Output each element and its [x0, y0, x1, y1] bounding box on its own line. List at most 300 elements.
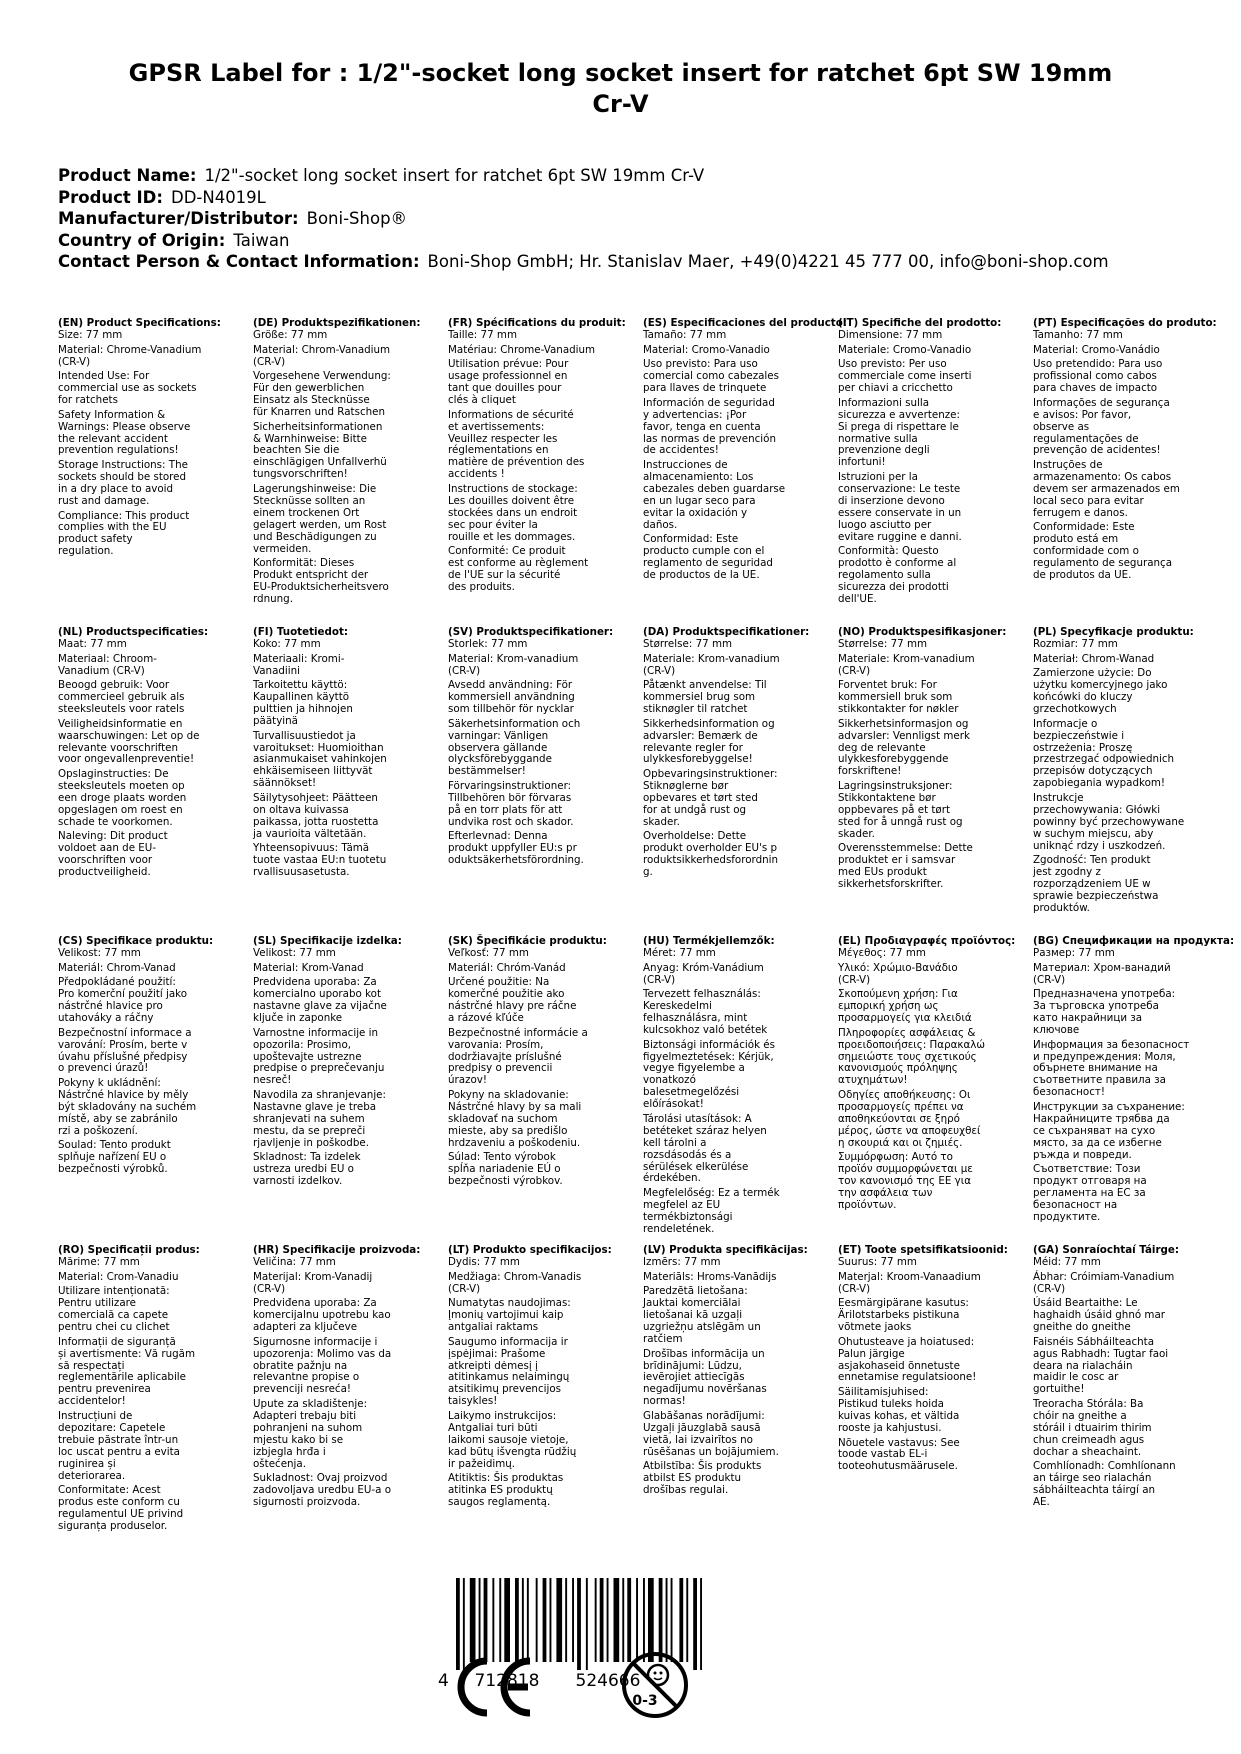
spec-line: prevention regulations! [58, 444, 179, 457]
spec-line: Förvaringsinstruktioner: [448, 780, 572, 793]
product-info-row [58, 251, 1208, 273]
spec-line: saugos reglamentą. [448, 1496, 551, 1509]
spec-entry [58, 654, 250, 678]
spec-line: rozsdásodás és a [643, 1148, 732, 1161]
spec-line: Инструкции за съхранение: [1033, 1100, 1185, 1113]
spec-line: (CR-V) [643, 973, 676, 986]
spec-line: Numatytas naudojimas: [448, 1297, 571, 1310]
spec-line: Les douilles doivent être [448, 494, 575, 507]
spec-line: pentru chei cu clichet [58, 1321, 170, 1334]
spec-line: de l'UE sur la sécurité [448, 569, 561, 582]
spec-line: advarsler: Bemærk de [643, 729, 758, 742]
spec-line: Uzgaļi jāuzglabā sausā [643, 1421, 761, 1434]
spec-line: commercial use as sockets [58, 382, 197, 395]
spec-line: Υλικό: Χρώμιο-Βανάδιο [838, 961, 958, 974]
spec-line: des produits. [448, 581, 515, 594]
spec-line: Material: Cromo-Vanadio [643, 343, 770, 356]
spec-line: Compliance: This product [58, 509, 190, 522]
spec-entry [643, 989, 835, 1037]
spec-line: powinny być przechowywane [1033, 815, 1185, 828]
spec-entry [1033, 1461, 1225, 1509]
spec-entry [448, 1152, 640, 1188]
spec-line: o prevenci úrazů! [58, 1062, 149, 1075]
barcode-bar [586, 1578, 588, 1670]
spec-line: Varnostne informacije in [253, 1026, 379, 1039]
product-info-label: Product Name: [58, 166, 197, 185]
spec-entry [253, 330, 445, 342]
spec-section-title: (CS) Specifikace produktu: [58, 935, 214, 947]
barcode-bar [556, 1578, 562, 1662]
spec-entry [643, 359, 835, 395]
spec-line: Vorgesehene Verwendung: [253, 370, 391, 383]
spec-entry [838, 1152, 1030, 1212]
spec-line: observe as [1033, 420, 1090, 433]
spec-entry [448, 359, 640, 407]
spec-line: opozorila: Prosimo, [253, 1038, 352, 1051]
spec-line: Conformidade: Este [1033, 521, 1135, 534]
barcode-bar [550, 1578, 552, 1662]
spec-line: Предназначена употреба: [1033, 988, 1176, 1001]
spec-line: relevante voorschriften [58, 741, 179, 754]
spec-entry [448, 654, 640, 678]
spec-line: Tamaño: 77 mm [643, 328, 727, 341]
spec-line: Conformità: Questo [838, 545, 939, 558]
spec-line: προσαρμογείς για κλειδιά [838, 1012, 972, 1025]
spec-line: Lagringsinstruksjoner: [838, 780, 953, 793]
spec-line: Instructions de stockage: [448, 482, 578, 495]
spec-line: προσαρμογείς πρέπει να [838, 1100, 964, 1113]
spec-line: skladovať na suchom [448, 1112, 558, 1125]
spec-line: Veuillez respecter les [448, 432, 558, 445]
spec-line: favor, tenga en cuenta [643, 420, 761, 433]
barcode-bar [499, 1578, 501, 1662]
spec-line: Materiał: Chrom-Wanad [1033, 652, 1155, 665]
spec-entry [253, 558, 445, 606]
spec-line: trebuie păstrate într-un [58, 1433, 179, 1446]
spec-line: advarsler: Vennligst merk [838, 729, 970, 742]
spec-line: sprawie bezpieczeństwa [1033, 890, 1159, 903]
spec-line: armazenamento: Os cabos [1033, 471, 1172, 484]
spec-line: (CR-V) [838, 1282, 871, 1295]
spec-line: voorschriften voor [58, 854, 153, 867]
product-info-value: 1/2"-socket long socket insert for ratchet 6pt SW 19mm Cr-V [204, 166, 705, 185]
spec-section [253, 627, 445, 882]
spec-line: upozorenja: Molimo vas da [253, 1347, 392, 1360]
spec-line: Οδηγίες αποθήκευσης: Οι [838, 1089, 971, 1102]
spec-line: matière de prévention des [448, 456, 585, 469]
spec-line: Nástrčné hlavy by sa mali [448, 1100, 582, 1113]
spec-line: Medžiaga: Chrom-Vanadis [448, 1270, 582, 1283]
spec-section-title: (EN) Product Specifications: [58, 317, 221, 329]
spec-line: rjavljenje in poškodbe. [253, 1136, 369, 1149]
spec-line: съответните правила за [1033, 1074, 1166, 1087]
spec-line: Tervezett felhasználás: [643, 988, 761, 1001]
spec-line: vonatkozó [643, 1074, 696, 1087]
spec-line: Nástrčné hlavice by měly [58, 1089, 189, 1102]
spec-line: Veiligheidsinformatie en [58, 717, 183, 730]
spec-line: regolamento sulla [838, 569, 931, 582]
spec-line: in a dry place to avoid [58, 482, 174, 495]
spec-section-title: (HR) Specifikacije proizvoda: [253, 1244, 421, 1256]
spec-line: и предупреждения: Моля, [1033, 1050, 1176, 1063]
barcode-bar [577, 1578, 581, 1670]
product-info [58, 165, 1208, 273]
spec-line: komercialno uporabo kot [253, 988, 382, 1001]
spec-line: Soulad: Tento produkt [58, 1139, 171, 1152]
spec-line: érdekében. [643, 1172, 701, 1185]
spec-section [253, 936, 445, 1191]
spec-entry [838, 1272, 1030, 1296]
spec-entry [253, 843, 445, 879]
spec-line: Súlad: Tento výrobok [448, 1151, 556, 1164]
spec-entry [643, 948, 835, 960]
spec-line: produto está em [1033, 533, 1119, 546]
spec-entry [58, 410, 250, 458]
spec-line: antgaliai raktams [448, 1321, 539, 1334]
age-range-text: 0-3 [632, 1693, 658, 1709]
spec-line: pohranjeni na suhom [253, 1421, 363, 1434]
spec-entry [58, 1028, 250, 1076]
spec-entry [253, 345, 445, 369]
spec-section [58, 1245, 250, 1536]
spec-entry [448, 948, 640, 960]
spec-line: przestrzegać odpowiednich [1033, 753, 1175, 766]
spec-line: Conformitate: Acest [58, 1484, 161, 1497]
spec-line: Navodila za shranjevanje: [253, 1089, 386, 1102]
spec-line: Dydis: 77 mm [448, 1255, 520, 1268]
spec-line: (CR-V) [253, 355, 286, 368]
spec-entry [58, 1485, 250, 1533]
spec-entry [1033, 1257, 1225, 1269]
spec-line: място, за да се избегне [1033, 1136, 1162, 1149]
spec-line: nástrčné hlavy pre ráčne [448, 1000, 577, 1013]
spec-line: Veličina: 77 mm [253, 1255, 336, 1268]
spec-line: chun creimeadh agus [1033, 1433, 1145, 1446]
spec-entry [838, 1337, 1030, 1385]
spec-line: on oltava kuivassa [253, 803, 349, 816]
spec-line: the relevant accident [58, 432, 168, 445]
spec-entry [253, 422, 445, 482]
spec-entry [253, 1090, 445, 1150]
barcode-bar [565, 1578, 567, 1662]
spec-line: las normas de prevención [643, 432, 776, 445]
spec-entry [448, 639, 640, 651]
spec-line: stóráil i dtuairim thirim [1033, 1421, 1152, 1434]
spec-line: commercieel gebruik als [58, 691, 185, 704]
spec-line: Ohutusteave ja hoiatused: [838, 1335, 975, 1348]
barcode-bar [470, 1578, 476, 1662]
spec-line: felhasználásra, mint [643, 1012, 748, 1025]
spec-line: productveiligheid. [58, 866, 151, 879]
spec-entry [838, 989, 1030, 1025]
barcode-bar [543, 1578, 547, 1662]
spec-line: een droge plaats worden [58, 791, 187, 804]
spec-entry [1033, 398, 1225, 458]
spec-line: komercijalnu upotrebu kao [253, 1309, 391, 1322]
spec-line: Säkerhetsinformation och [448, 717, 581, 730]
spec-line: Stiknøglerne bør [643, 780, 729, 793]
spec-line: Conformidad: Este [643, 533, 739, 546]
spec-line: ατυχημάτων! [838, 1074, 908, 1087]
spec-line: for ratchets [58, 394, 118, 407]
spec-section [838, 627, 1030, 894]
spec-line: und Beschädigungen zu [253, 530, 377, 543]
spec-line: regulation. [58, 545, 114, 558]
spec-line: ehkäisemiseen liittyvät [253, 765, 373, 778]
spec-line: (CR-V) [1033, 973, 1066, 986]
spec-section-title: (BG) Спецификации на продукта: [1033, 935, 1235, 947]
spec-line: skader. [838, 827, 875, 840]
spec-line: opbevares et tørt sted [643, 791, 758, 804]
spec-section-title: (ET) Toote spetsifikatsioonid: [838, 1244, 1008, 1256]
spec-line: zadovoljava uredbu EU-a o [253, 1484, 392, 1497]
spec-line: predpise o preprečevanju [253, 1062, 385, 1075]
spec-line: sicurezza dei prodotti [838, 581, 949, 594]
spec-line: Naleving: Dit product [58, 830, 168, 843]
spec-entry [253, 793, 445, 841]
spec-section [58, 936, 250, 1179]
spec-section [838, 318, 1030, 609]
spec-line: gneithe do gneithe [1033, 1321, 1131, 1334]
spec-line: Συμμόρφωση: Αυτό το [838, 1151, 953, 1164]
spec-section [1033, 935, 1235, 1227]
spec-line: Stikkontaktene bør [838, 791, 936, 804]
spec-line: și avertismente: Vă rugăm [58, 1347, 196, 1360]
spec-entry [1033, 719, 1225, 790]
spec-line: utahováky a ráčny [58, 1012, 154, 1025]
spec-line: bezpečnosti výrobkov. [448, 1175, 563, 1188]
spec-line: За търговска употреба [1033, 1000, 1159, 1013]
spec-line: Vanadium (CR-V) [58, 664, 145, 677]
spec-line: upoštevajte ustrezne [253, 1050, 362, 1063]
spec-line: Utilisation prévue: Pour [448, 358, 569, 371]
spec-line: Tillbehören bör förvaras [448, 791, 572, 804]
spec-line: para llaves de trinquete [643, 382, 767, 395]
product-info-value: Boni-Shop® [306, 209, 408, 228]
spec-line: előírásokat! [643, 1098, 704, 1111]
spec-line: einem trockenen Ort [253, 506, 360, 519]
spec-line: Instrucciones de [643, 459, 728, 472]
spec-entry [838, 1090, 1030, 1150]
spec-line: relevante regler for [643, 741, 743, 754]
spec-line: μέρος, ώστε να αποφευχθεί [838, 1124, 981, 1137]
spec-line: Velikost: 77 mm [253, 946, 336, 959]
spec-entry [58, 371, 250, 407]
spec-entry [253, 1337, 445, 1397]
spec-line: opgeslagen om roest en [58, 803, 183, 816]
spec-line: de productos de la UE. [643, 569, 760, 582]
spec-line: dochar a sheachaint. [1033, 1445, 1142, 1458]
spec-line: laikomi sausoje vietoje, [448, 1433, 569, 1446]
spec-line: varování: Prosím, berte v [58, 1038, 188, 1051]
spec-line: κανονισμούς πρόληψης [838, 1062, 958, 1075]
spec-entry [838, 1438, 1030, 1474]
barcode-bar [484, 1578, 488, 1662]
spec-section-title: (FR) Spécifications du produit: [448, 317, 626, 329]
spec-line: deara na rialacháin [1033, 1359, 1133, 1372]
spec-line: Materiaal: Chroom- [58, 652, 157, 665]
spec-line: complies with the EU [58, 521, 167, 534]
spec-line: spĺňa nariadenie EÚ o [448, 1163, 561, 1176]
spec-line: (CR-V) [253, 1282, 286, 1295]
spec-line: med EUs produkt [838, 866, 927, 879]
spec-entry [1033, 330, 1225, 342]
spec-line: grzechotkowych [1033, 703, 1117, 716]
barcode-bar [614, 1578, 620, 1662]
spec-line: Materiale: Krom-vanadium [643, 652, 780, 665]
spec-line: atitinka ES produktų [448, 1484, 553, 1497]
spec-line: som tillbehör för nycklar [448, 703, 574, 716]
spec-line: accidents ! [448, 468, 505, 481]
spec-section-title: (GA) Sonraíochtaí Táirge: [1033, 1244, 1180, 1256]
spec-line: bezpečnosti výrobků. [58, 1163, 168, 1176]
spec-line: Rozmiar: 77 mm [1033, 637, 1118, 650]
spec-line: di inserzione devono [838, 494, 945, 507]
spec-line: Suurus: 77 mm [838, 1255, 917, 1268]
spec-entry [448, 781, 640, 829]
spec-line: sicurezza e avvertenze: [838, 408, 960, 421]
spec-line: maidir le cosc ar [1033, 1371, 1119, 1384]
spec-entry [253, 1298, 445, 1334]
spec-line: roduktsikkerhedsforordnin [643, 854, 779, 867]
spec-line: nesreč! [253, 1074, 292, 1087]
spec-line: Utilizare intenționată: [58, 1285, 170, 1298]
spec-line: rozporządzeniem UE w [1033, 878, 1151, 891]
spec-line: luogo asciutto per [838, 518, 932, 531]
spec-line: tungsvorschriften! [253, 468, 348, 481]
spec-entry [448, 484, 640, 544]
barcode-bar [522, 1578, 524, 1662]
spec-line: ja vaurioita vältetään. [253, 827, 367, 840]
spec-entry [253, 731, 445, 791]
spec-line: ulykkesforebyggende [838, 753, 949, 766]
spec-entry [448, 977, 640, 1025]
spec-section [253, 1245, 445, 1512]
barcode-digit-prefix: 4 [438, 1671, 449, 1688]
product-info-row [58, 187, 1208, 209]
spec-line: Atbilstība: Šis produkts [643, 1460, 762, 1473]
spec-line: Saugumo informacija ir [448, 1335, 568, 1348]
spec-line: įspėjimai: Prašome [448, 1347, 546, 1360]
spec-line: sigurnosti proizvoda. [253, 1496, 361, 1509]
spec-line: termékbiztonsági [643, 1210, 733, 1223]
spec-line: sec pour éviter la [448, 518, 538, 531]
spec-entry [643, 1272, 835, 1284]
spec-line: haghaidh úsáid ghnó mar [1033, 1309, 1166, 1322]
spec-line: für Knarren und Ratschen [253, 405, 385, 418]
spec-line: Накрайниците трябва да [1033, 1112, 1170, 1125]
spec-line: като накрайници за [1033, 1012, 1143, 1025]
spec-line: mestu, da se prepreči [253, 1124, 366, 1137]
spec-line: oštećenja. [253, 1457, 307, 1470]
spec-entry [643, 460, 835, 531]
spec-line: e avisos: Por favor, [1033, 408, 1132, 421]
spec-entry [1033, 522, 1225, 582]
spec-line: (CR-V) [643, 664, 676, 677]
spec-line: Beoogd gebruik: Voor [58, 679, 170, 692]
spec-entry [58, 1286, 250, 1334]
spec-line: varovania: Prosím, [448, 1038, 544, 1051]
spec-entry [1033, 1399, 1225, 1459]
spec-line: nástrčné hlavice pro [58, 1000, 163, 1013]
spec-entry [643, 345, 835, 357]
spec-line: hrdzaveniu a poškodeniu. [448, 1136, 581, 1149]
spec-entry [448, 345, 640, 357]
spec-line: balesetmegelőzési [643, 1086, 740, 1099]
spec-section [448, 627, 640, 870]
spec-line: ennetamise regulatsioone! [838, 1371, 977, 1384]
spec-section [838, 1245, 1030, 1476]
spec-entry [448, 1272, 640, 1296]
spec-line: zapobiegania wypadkom! [1033, 777, 1166, 790]
spec-line: προϊόν συμμορφώνεται με [838, 1163, 973, 1176]
spec-line: sábháilteachta táirgí an [1033, 1484, 1156, 1497]
spec-line: Mărime: 77 mm [58, 1255, 140, 1268]
spec-line: evitar la oxidación y [643, 506, 748, 519]
spec-line: siguranța produselor. [58, 1519, 168, 1532]
spec-line: użytku komercyjnego jako [1033, 679, 1168, 692]
spec-line: εμπορική χρήση ως [838, 1000, 939, 1013]
spec-line: EU-Produktsicherheitsvero [253, 581, 389, 594]
spec-entry [253, 654, 445, 678]
spec-entry [838, 330, 1030, 342]
spec-section-title: (FI) Tuotetiedot: [253, 626, 348, 638]
product-info-label: Product ID: [58, 187, 163, 207]
spec-line: rūsēšanas un bojājumiem. [643, 1445, 779, 1458]
spec-entry [448, 1411, 640, 1471]
spec-line: de accidentes! [643, 444, 719, 457]
spec-section [838, 936, 1030, 1215]
spec-line: brīdinājumi: Lūdzu, [643, 1359, 742, 1372]
spec-line: Avsedd användning: För [448, 679, 573, 692]
spec-section [58, 318, 250, 561]
spec-line: Информация за безопасност [1033, 1038, 1190, 1051]
spec-entry [253, 1473, 445, 1509]
spec-line: Antgaliai turi būti [448, 1421, 538, 1434]
spec-entry [1033, 1040, 1225, 1100]
spec-entry [58, 1140, 250, 1176]
spec-line: uzgriežņu atslēgām un [643, 1321, 761, 1334]
spec-line: προειδοποιήσεις: Παρακαλώ [838, 1038, 985, 1051]
ce-mark-icon [452, 1655, 534, 1719]
spec-entry [448, 1028, 640, 1088]
spec-line: rvallisuusasetusta. [253, 866, 350, 879]
spec-entry [58, 330, 250, 342]
spec-line: commerciale come inserti [838, 370, 972, 383]
spec-entry [253, 1272, 445, 1296]
spec-line: steeksleutels voor ratels [58, 703, 185, 716]
spec-line: produkt uppfyller EU:s pr [448, 842, 577, 855]
spec-entry [253, 948, 445, 960]
spec-line: rouille et les dommages. [448, 530, 576, 543]
not-for-children-0-3-icon [620, 1650, 690, 1720]
spec-line: Informacje o [1033, 717, 1098, 730]
spec-section-title: (IT) Specifiche del prodotto: [838, 317, 1002, 329]
spec-line: Efterlevnad: Denna [448, 830, 548, 843]
spec-entry [838, 1298, 1030, 1334]
spec-line: Predviđena uporaba: Za [253, 1297, 377, 1310]
spec-line: Ábhar: Cróimiam-Vanadium [1033, 1270, 1175, 1283]
spec-line: Veľkosť: 77 mm [448, 946, 529, 959]
spec-line: de produtos da UE. [1033, 569, 1132, 582]
spec-line: Storage Instructions: The [58, 459, 188, 472]
product-info-row [58, 208, 1208, 230]
spec-line: producto cumple con el [643, 545, 765, 558]
spec-line: Faisnéis Sábháilteachta [1033, 1335, 1155, 1348]
spec-section-title: (DA) Produktspecifikationer: [643, 626, 810, 638]
spec-line: Material: Crom-Vanadiu [58, 1270, 179, 1283]
spec-line: kad būtų išvengta rūdžių [448, 1445, 577, 1458]
